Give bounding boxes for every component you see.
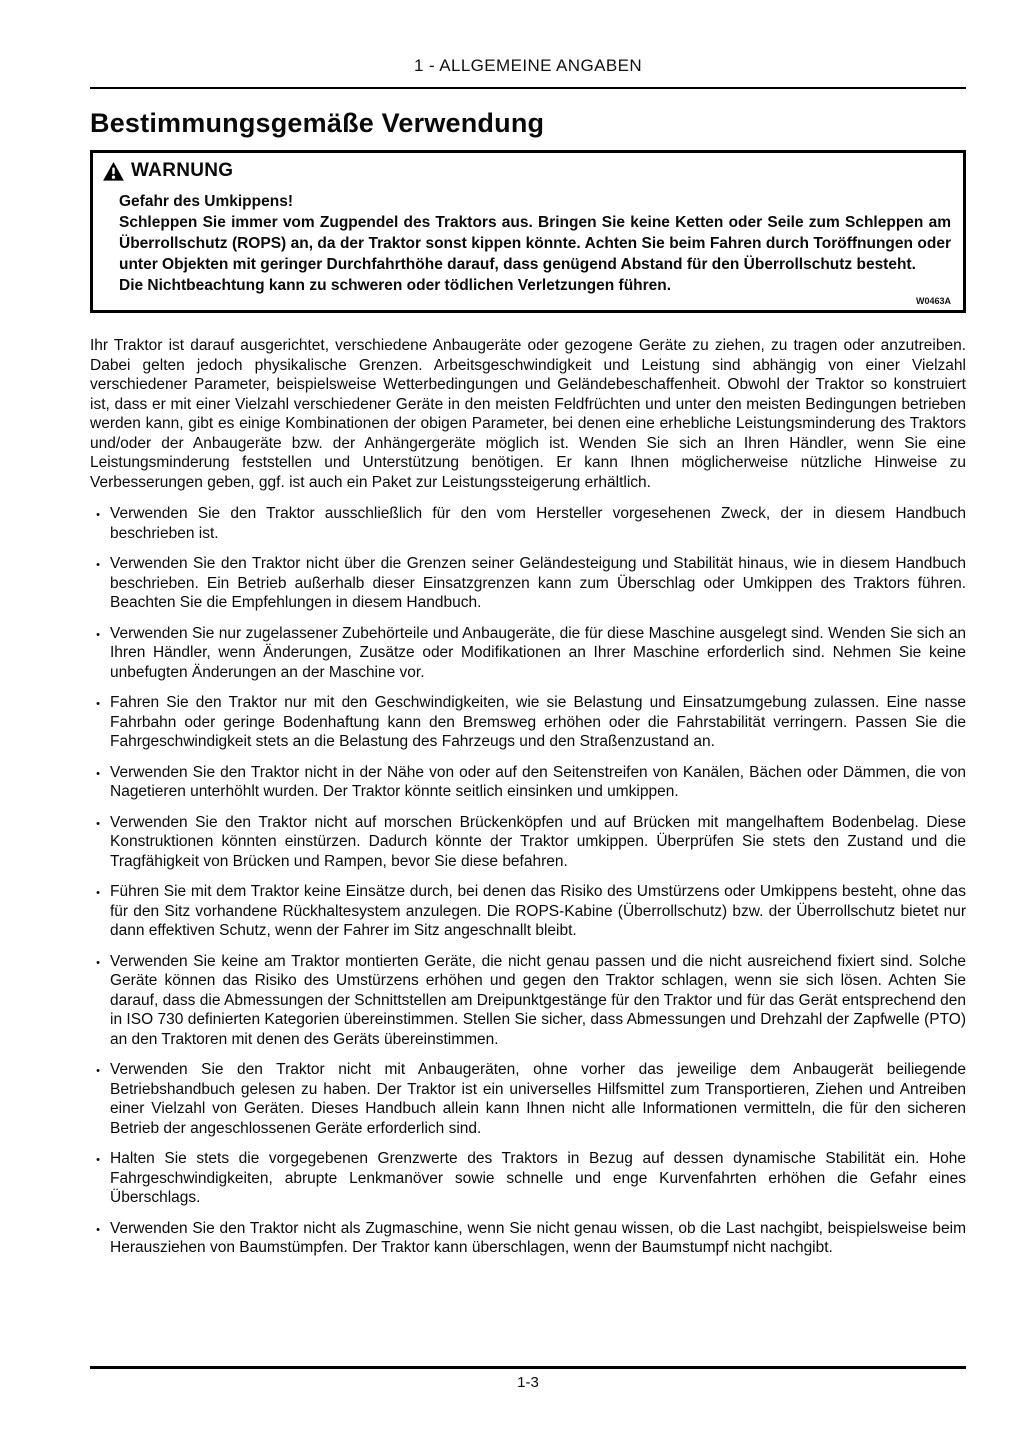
header-rule bbox=[90, 87, 966, 89]
usage-rule-text: Führen Sie mit dem Traktor keine Einsätze durch, bei denen das Risiko des Umstürzens oder Umkippens besteht, ohne das für den Sitz vorhandene Rückhaltesystem anzulegen. Die ROPS-Kabine (Überrollschutz) bzw. der Überrollschutz bietet nur dann effektiven Schutz, wenn der Fahrer im Sitz angeschnallt bleibt. bbox=[110, 883, 966, 939]
section-header: 1 - ALLGEMEINE ANGABEN bbox=[414, 56, 642, 75]
bullet-icon: • bbox=[96, 1065, 100, 1077]
usage-rule-item bbox=[90, 1219, 966, 1258]
usage-rule-item bbox=[90, 554, 966, 613]
bullet-icon: • bbox=[96, 1223, 100, 1236]
bullet-icon: • bbox=[96, 509, 100, 521]
usage-rule-text: Verwenden Sie den Traktor nicht über die Grenzen seiner Geländesteigung und Stabilität hinaus, wie in diesem Handbuch beschrieben. Ein Betrieb außerhalb dieser Einsatzgrenzen kann zum Überschlag oder Umkippen des Traktors führen. Beachten Sie die Empfehlungen in diesem Handbuch. bbox=[110, 555, 966, 611]
warning-body: Schleppen Sie immer vom Zugpendel des Traktors aus. Bringen Sie keine Ketten oder Seile zum Schleppen am Überrollschutz (ROPS) an, da der Traktor sonst kippen könnte. Achten Sie beim Fahren durch Toröffnungen oder unter Objekten mit geringer Durchfahrthöhe darauf, dass genügend Abstand für den Überrollschutz besteht. bbox=[119, 214, 951, 273]
usage-rule-item bbox=[90, 624, 966, 683]
warning-header bbox=[103, 160, 951, 182]
footer-rule bbox=[90, 1366, 966, 1369]
warning-box bbox=[90, 150, 966, 313]
usage-rule-item bbox=[90, 952, 966, 1050]
warning-consequence: Die Nichtbeachtung kann zu schweren oder tödlichen Verletzungen führen. bbox=[119, 277, 672, 294]
bullet-icon: • bbox=[96, 767, 100, 780]
usage-rule-text: Verwenden Sie den Traktor nicht auf morschen Brückenköpfen und auf Brücken mit mangelhaftem Bodenbelag. Diese Konstruktionen könnten einstürzen. Dadurch könnte der Traktor umkippen. Überprüfen Sie stets den Zustand und die Tragfähigkeit von Brücken und Rampen, bevor Sie diese befahren. bbox=[110, 813, 966, 870]
usage-rule-item bbox=[90, 813, 966, 872]
bullet-icon: • bbox=[96, 628, 100, 641]
page-footer bbox=[90, 1366, 966, 1391]
bullet-icon: • bbox=[96, 956, 100, 969]
usage-rule-text: Verwenden Sie den Traktor nicht mit Anbaugeräten, ohne vorher das jeweilige dem Anbaugerät beiliegende Betriebshandbuch gelesen zu haben. Der Traktor ist ein universelles Hilfsmittel zum Transportieren, Ziehen und Antreiben einer Vielzahl von Geräten. Dieses Handbuch allein kann Ihnen nicht alle Informationen vermitteln, die für den sicheren Betrieb der angeschlossenen Geräte erforderlich sind. bbox=[110, 1061, 966, 1137]
usage-rule-text: Verwenden Sie den Traktor nicht als Zugmaschine, wenn Sie nicht genau wissen, ob die Last nachgibt, beispielsweise beim Herausziehen von Baumstümpfen. Der Traktor kann überschlagen, wenn der Baumstumpf nicht nachgibt. bbox=[110, 1219, 966, 1256]
usage-rule-item bbox=[90, 504, 966, 543]
usage-rule-text: Verwenden Sie nur zugelassener Zubehörteile und Anbaugeräte, die für diese Maschine ausgelegt sind. Wenden Sie sich an Ihren Händler, wenn Änderungen, Zusätze oder Modifikationen an Ihrer Maschine erforderlich sind. Nehmen Sie keine unbefugten Änderungen an der Maschine vor. bbox=[110, 624, 966, 681]
usage-rule-text: Halten Sie stets die vorgegebenen Grenzwerte des Traktors in Bezug auf dessen dynamische Stabilität ein. Hohe Fahrgeschwindigkeiten, abrupte Lenkmanöver sowie schnelle und enge Kurvenfahrten erhöhen die Gefahr eines Überschlags. bbox=[110, 1150, 966, 1206]
warning-text-block bbox=[119, 191, 951, 296]
warning-label: WARNUNG bbox=[131, 160, 234, 181]
page-title: Bestimmungsgemäße Verwendung bbox=[90, 108, 545, 138]
bullet-icon: • bbox=[96, 698, 100, 710]
page-content bbox=[90, 0, 966, 1258]
usage-rule-item bbox=[90, 693, 966, 752]
bullet-icon: • bbox=[96, 817, 100, 830]
safety-alert-icon bbox=[103, 162, 124, 181]
bullet-icon: • bbox=[96, 887, 100, 899]
warning-hazard: Gefahr des Umkippens! bbox=[119, 193, 293, 210]
bullet-icon: • bbox=[96, 1154, 100, 1166]
usage-rule-item bbox=[90, 763, 966, 802]
usage-rule-item bbox=[90, 882, 966, 941]
usage-rule-text: Verwenden Sie den Traktor nicht in der Nähe von oder auf den Seitenstreifen von Kanälen, Bächen oder Dämmen, die von Nagetieren unterhöhlt wurden. Der Traktor könnte seitlich einsinken und umkippen. bbox=[110, 763, 966, 800]
usage-rules-list bbox=[90, 504, 966, 1258]
bullet-icon: • bbox=[96, 559, 100, 571]
page-number: 1-3 bbox=[517, 1374, 539, 1391]
intro-paragraph: Ihr Traktor ist darauf ausgerichtet, verschiedene Anbaugeräte oder gezogene Geräte zu ziehen, zu tragen oder anzutreiben. Dabei gelten jedoch physikalische Grenzen. Arbeitsgeschwindigkeit und Leistung sind abhängig von einer Vielzahl verschiedener Parameter, beispielsweise Wetterbedingungen und Geländebeschaffenheit. Obwohl der Traktor so konstruiert ist, dass er mit einer Vielzahl verschiedener Geräte in den meisten Feldfrüchten und unter den meisten Bedingungen betrieben werden kann, gibt es einige Kombinationen der obigen Parameter, bei denen eine erhebliche Leistungsminderung des Traktors und/oder der Anbaugeräte bzw. der Anhängergeräte möglich ist. Wenden Sie sich an Ihren Händler, wenn Sie eine Leistungsminderung feststellen und Unterstützung benötigen. Er kann Ihnen möglicherweise nützliche Hinweise zu Verbesserungen geben, ggf. ist auch ein Paket zur Leistungssteigerung erhältlich. bbox=[90, 337, 966, 491]
warning-reference-code: W0463A bbox=[915, 296, 951, 306]
usage-rule-item bbox=[90, 1060, 966, 1138]
usage-rule-text: Verwenden Sie den Traktor ausschließlich für den vom Hersteller vorgesehenen Zweck, der in diesem Handbuch beschrieben ist. bbox=[110, 505, 966, 542]
usage-rule-text: Verwenden Sie keine am Traktor montierten Geräte, die nicht genau passen und die nicht ausreichend fixiert sind. Solche Geräte können das Risiko des Umstürzens erhöhen und gegen den Traktor schlagen, wenn sie sich lösen. Achten Sie darauf, dass die Abmessungen der Schnittstellen am Dreipunktgestänge für den Traktor und für das Gerät entsprechend den in ISO 730 definierten Kategorien übereinstimmen. Stellen Sie sicher, dass Abmessungen und Drehzahl der Zapfwelle (PTO) an den Traktoren mit denen des Geräts übereinstimmen. bbox=[110, 952, 966, 1048]
usage-rule-item bbox=[90, 1149, 966, 1208]
usage-rule-text: Fahren Sie den Traktor nur mit den Geschwindigkeiten, wie sie Belastung und Einsatzumgebung zulassen. Eine nasse Fahrbahn oder geringe Bodenhaftung kann den Bremsweg erhöhen oder die Fahrstabilität verringern. Passen Sie die Fahrgeschwindigkeit stets an die Belastung des Fahrzeugs und den Straßenzustand an. bbox=[110, 694, 966, 750]
